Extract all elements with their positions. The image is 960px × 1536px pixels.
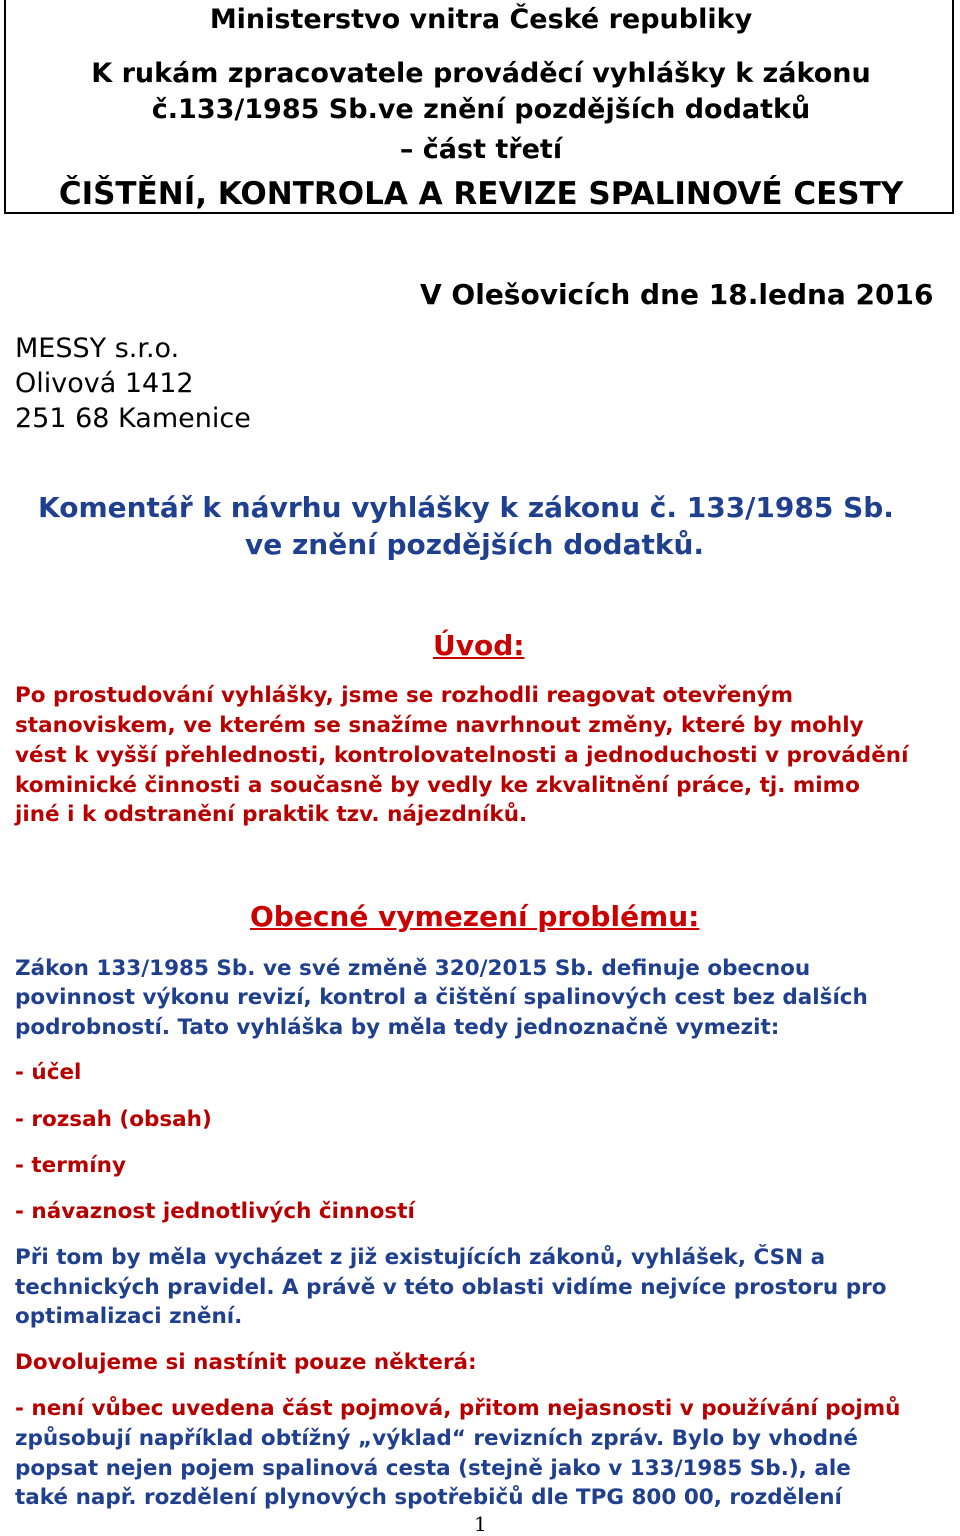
header-box bbox=[4, 0, 954, 214]
header-law-reference: č.133/1985 Sb.ve znění pozdějších dodatků bbox=[151, 94, 811, 125]
intro-line: Po prostudování vyhlášky, jsme se rozhodli reagovat otevřeným bbox=[15, 683, 794, 708]
general-line: podrobností. Tato vyhláška by měla tedy jednoznačně vymezit: bbox=[15, 1015, 780, 1040]
general-line: Zákon 133/1985 Sb. ve své změně 320/2015 Sb. definuje obecnou bbox=[15, 956, 811, 981]
intro-line: stanoviskem, ve kterém se snažíme navrhnout změny, které by mohly bbox=[15, 713, 864, 738]
paragraph-line: technických pravidel. A právě v této oblasti vidíme nejvíce prostoru pro bbox=[15, 1275, 887, 1300]
sender-city: 251 68 Kamenice bbox=[15, 403, 251, 434]
intro-line: vést k vyšší přehlednosti, kontrolovatelnosti a jednoduchosti v provádění bbox=[15, 743, 909, 768]
sender-company: MESSY s.r.o. bbox=[15, 333, 180, 364]
bullet-item: - účel bbox=[15, 1060, 82, 1085]
paragraph-line: - není vůbec uvedena část pojmová, přitom nejasnosti v používání pojmů bbox=[15, 1396, 901, 1421]
general-heading: Obecné vymezení problému: bbox=[250, 900, 700, 933]
sender-street: Olivová 1412 bbox=[15, 368, 194, 399]
header-title: ČIŠTĚNÍ, KONTROLA A REVIZE SPALINOVÉ CESTY bbox=[58, 176, 904, 212]
header-addressee: Ministerstvo vnitra České republiky bbox=[209, 4, 753, 35]
page-number: 1 bbox=[474, 1512, 487, 1536]
subject-line-2: ve znění pozdějších dodatků. bbox=[245, 528, 705, 561]
header-part: – část třetí bbox=[399, 134, 563, 165]
paragraph-line: popsat nejen pojem spalinová cesta (stejně jako v 133/1985 Sb.), ale bbox=[15, 1456, 851, 1481]
bullet-item: - návaznost jednotlivých činností bbox=[15, 1199, 415, 1224]
paragraph-line: také např. rozdělení plynových spotřebičů dle TPG 800 00, rozdělení bbox=[15, 1485, 842, 1510]
intro-line: jiné i k odstranění praktik tzv. nájezdníků. bbox=[15, 802, 528, 827]
paragraph-intro: Dovolujeme si nastínit pouze některá: bbox=[15, 1350, 477, 1375]
subject-line-1: Komentář k návrhu vyhlášky k zákonu č. 133/1985 Sb. bbox=[38, 491, 894, 524]
letter-date: V Olešovicích dne 18.ledna 2016 bbox=[420, 278, 934, 311]
general-line: povinnost výkonu revizí, kontrol a čištění spalinových cest bez dalších bbox=[15, 985, 868, 1010]
paragraph-line: optimalizaci znění. bbox=[15, 1304, 243, 1329]
paragraph-line: způsobují například obtížný „výklad“ revizních zpráv. Bylo by vhodné bbox=[15, 1426, 858, 1451]
bullet-item: - termíny bbox=[15, 1153, 126, 1178]
bullet-item: - rozsah (obsah) bbox=[15, 1107, 212, 1132]
header-attention: K rukám zpracovatele prováděcí vyhlášky k zákonu bbox=[91, 58, 871, 89]
intro-line: kominické činnosti a současně by vedly ke zkvalitnění práce, tj. mimo bbox=[15, 773, 860, 798]
intro-heading: Úvod: bbox=[433, 629, 525, 662]
paragraph-line: Při tom by měla vycházet z již existujících zákonů, vyhlášek, ČSN a bbox=[15, 1245, 826, 1270]
